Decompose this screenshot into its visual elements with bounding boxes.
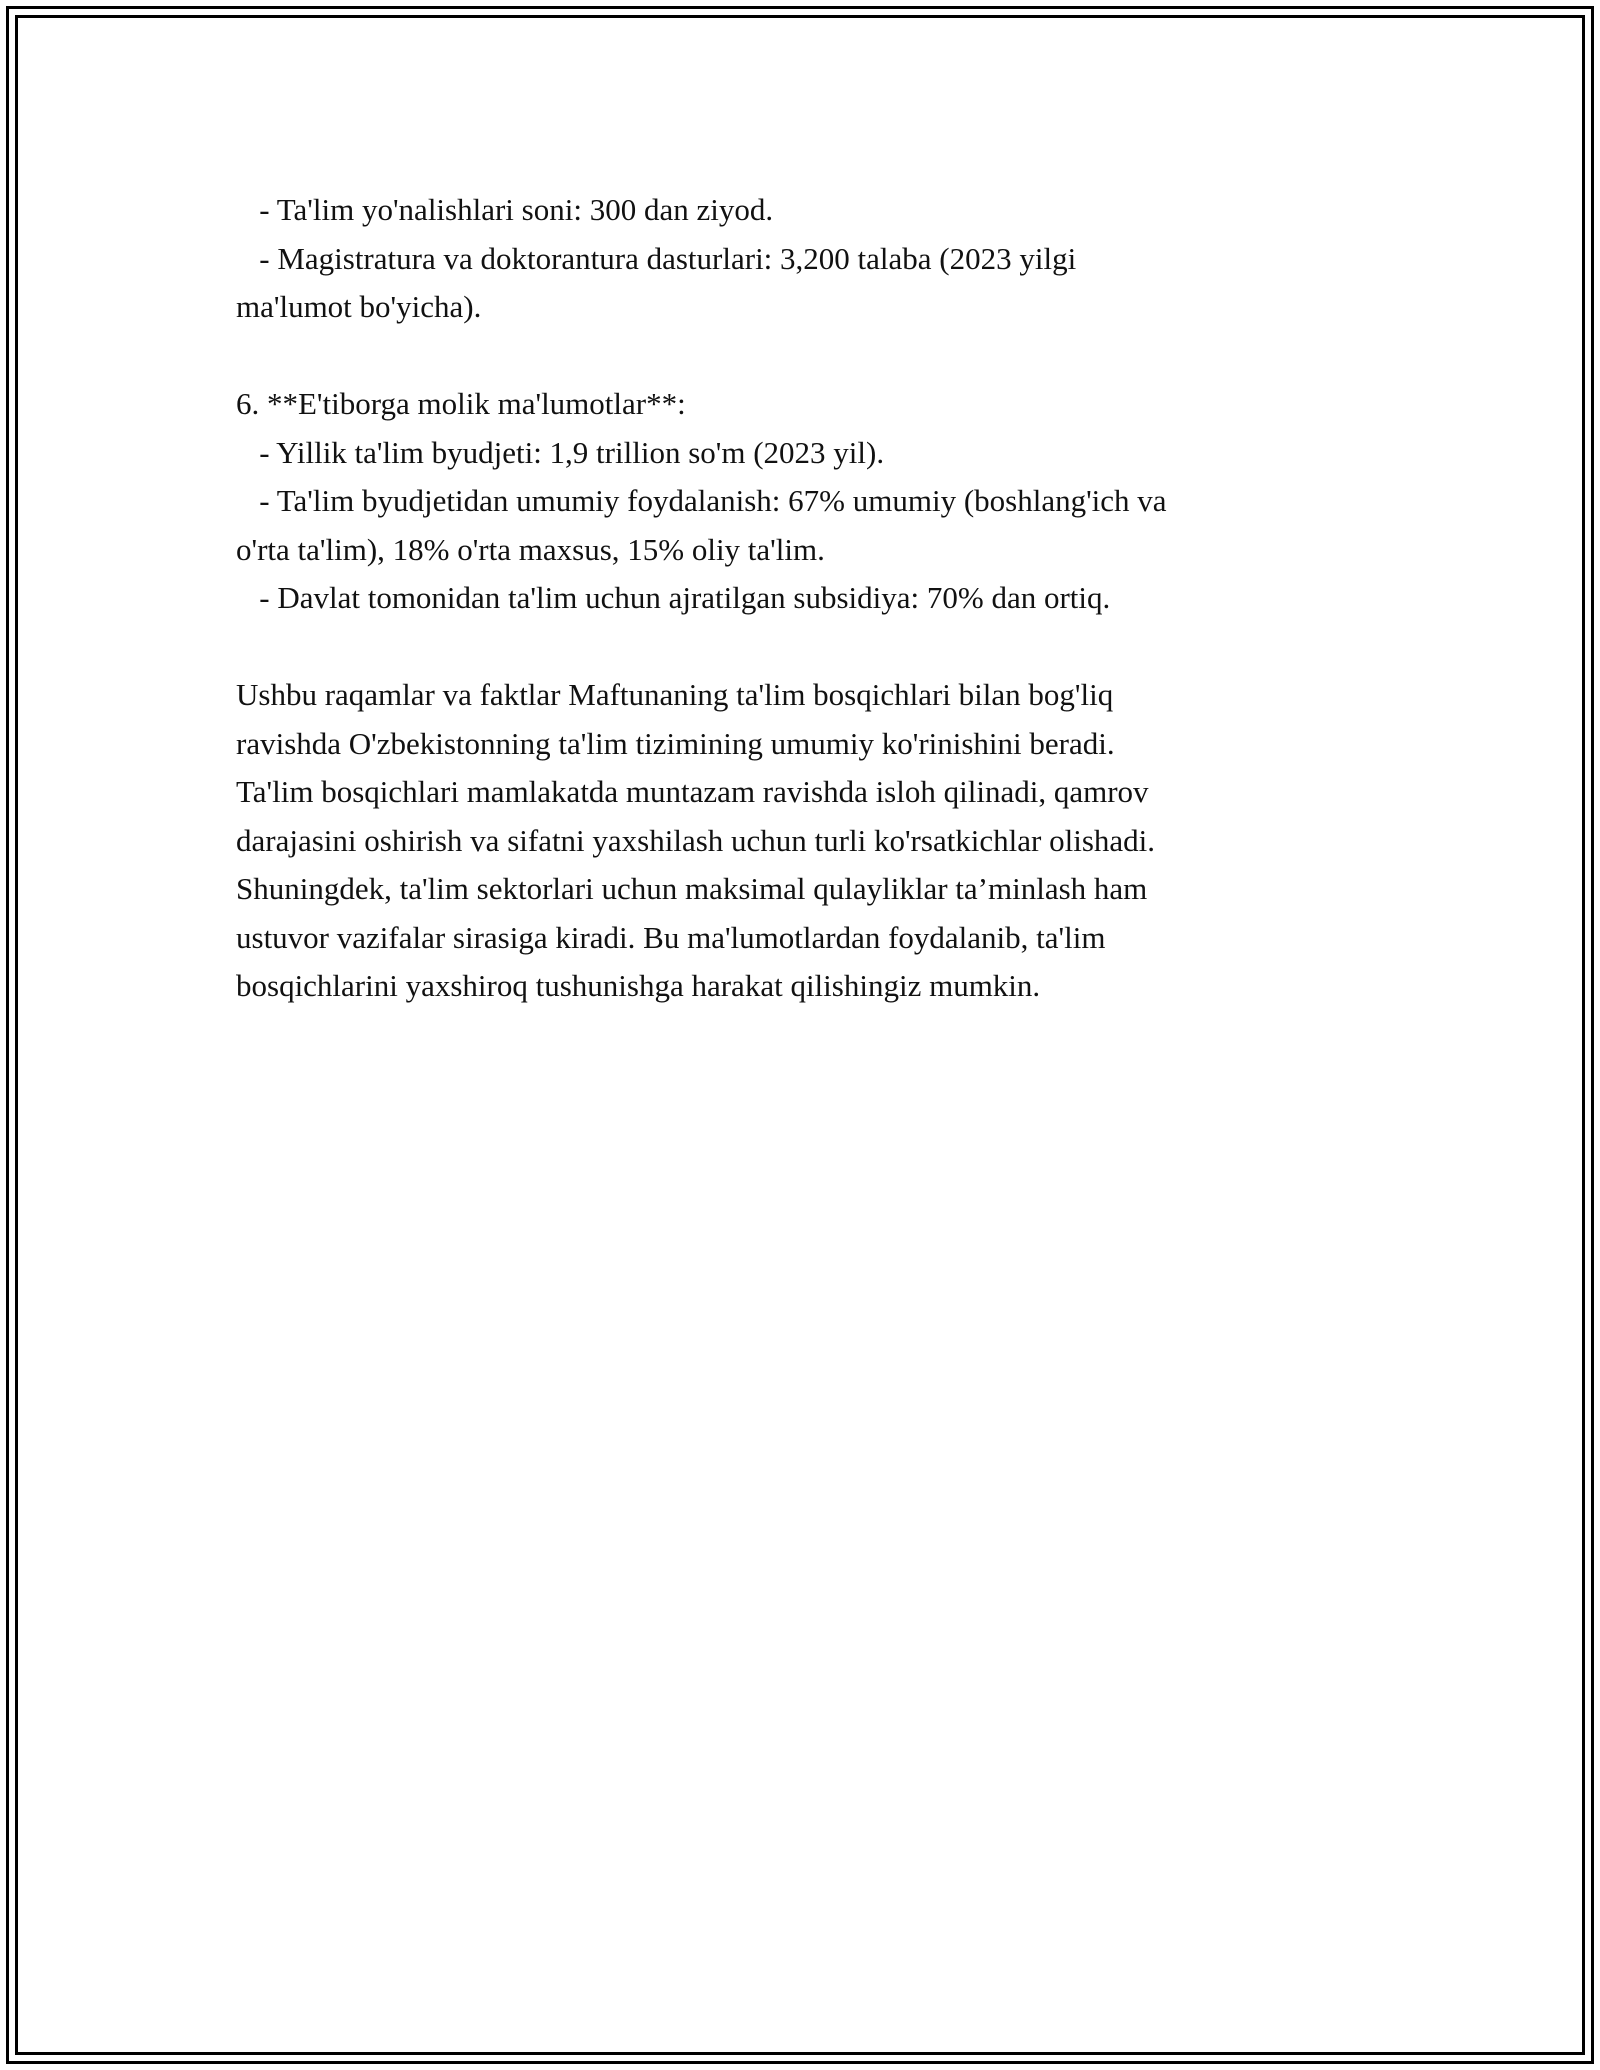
list-item <box>236 429 1366 478</box>
text-line: Ushbu raqamlar va faktlar Maftunaning ta'lim bosqichlari bilan bog'liq <box>236 677 1114 712</box>
text-line: - Ta'lim byudjetidan umumiy foydalanish: 67% umumiy (boshlang'ich va <box>236 483 1167 518</box>
text-line: - Ta'lim yo'nalishlari soni: 300 dan ziyod. <box>236 192 774 227</box>
section-heading: 6. **E'tiborga molik ma'lumotlar**: <box>236 386 686 421</box>
text-line: ma'lumot bo'yicha). <box>236 289 482 324</box>
list-item <box>236 477 1366 574</box>
list-item <box>236 186 1366 235</box>
text-line: o'rta ta'lim), 18% o'rta maxsus, 15% oliy ta'lim. <box>236 531 825 567</box>
text-line: Ta'lim bosqichlari mamlakatda muntazam ravishda isloh qilinadi, qamrov <box>236 774 1149 809</box>
list-tail <box>236 186 1366 332</box>
text-line: bosqichlarini yaxshiroq tushunishga harakat qilishingiz mumkin. <box>236 968 1041 1003</box>
text-line: - Yillik ta'lim byudjeti: 1,9 trillion so'm (2023 yil). <box>236 434 885 470</box>
text-line: darajasini oshirish va sifatni yaxshilash uchun turli ko'rsatkichlar olishadi. <box>236 822 1156 858</box>
text-line: ustuvor vazifalar sirasiga kiradi. Bu ma'lumotlardan foydalanib, ta'lim <box>236 919 1106 955</box>
text-line: - Davlat tomonidan ta'lim uchun ajratilgan subsidiya: 70% dan ortiq. <box>236 580 1111 615</box>
section-6 <box>236 380 1366 623</box>
document-body <box>236 186 1366 1011</box>
text-line: Shuningdek, ta'lim sektorlari uchun maksimal qulayliklar ta’minlash ham <box>236 871 1148 906</box>
paragraph-spacer <box>236 623 1366 672</box>
conclusion-paragraph <box>236 671 1366 1011</box>
text-line: ravishda O'zbekistonning ta'lim tizimining umumiy ko'rinishini beradi. <box>236 725 1115 761</box>
list-item <box>236 574 1366 623</box>
list-item <box>236 235 1366 332</box>
text-line: - Magistratura va doktorantura dasturlari: 3,200 talaba (2023 yilgi <box>236 240 1077 276</box>
paragraph-spacer <box>236 332 1366 381</box>
